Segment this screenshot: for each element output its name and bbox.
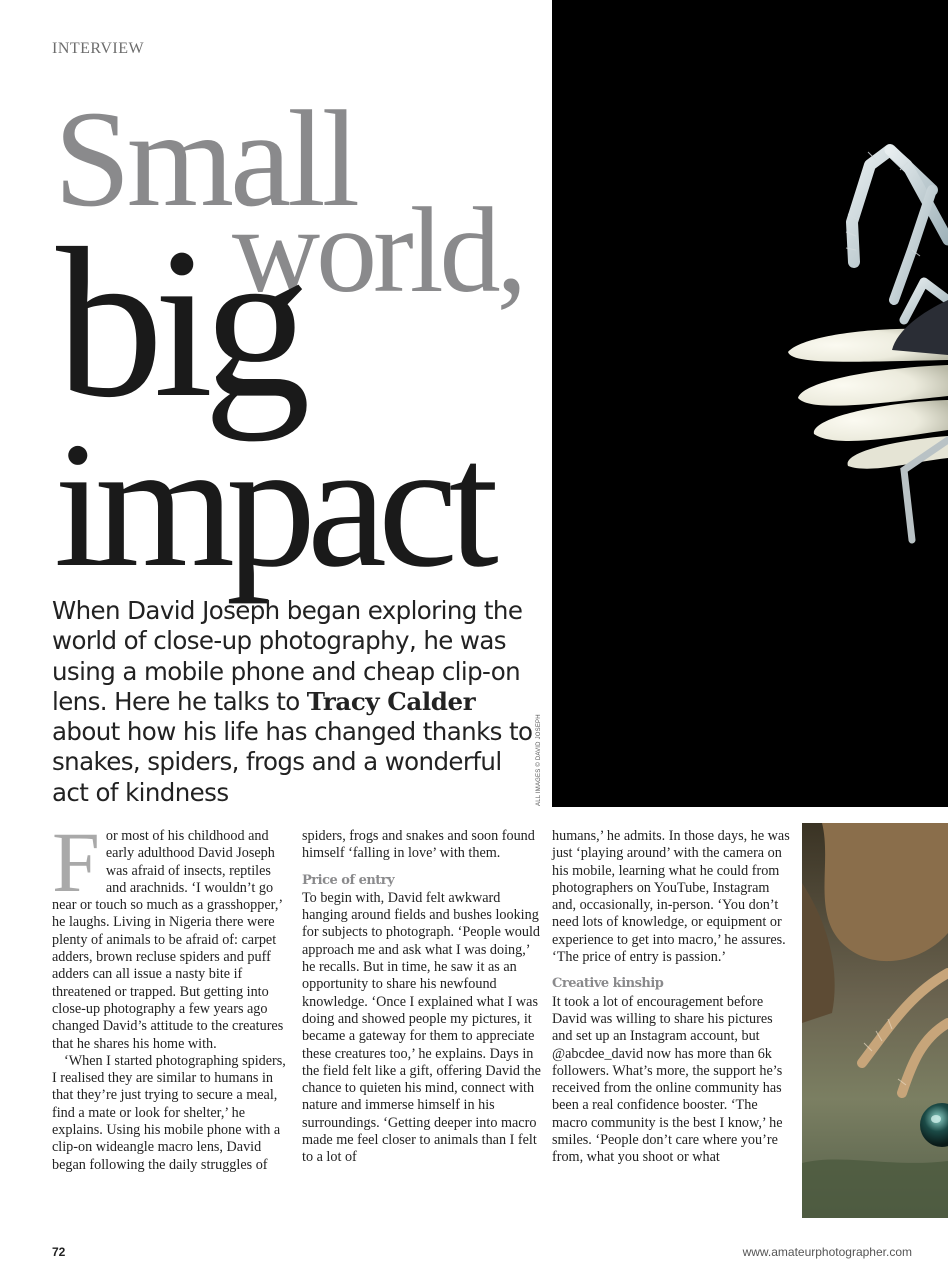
paragraph: It took a lot of encouragement before David was willing to share his pictures and set up an Instagram account, but @abcdee_david now has more than 6k followers. What’s more, the support he’s received from the online community has been a real confidence booster. ‘The macro community is the best I know,’ he smiles. ‘People don’t care where you’re from, what you shoot or what [552,993,783,1166]
headline-world: world, [232,183,524,318]
drop-cap: F [52,814,100,910]
paragraph: ‘When I started photographing spiders, I realised they are similar to humans in that they’re just trying to secure a meal, find a mate or look for shelter,’ he explains. Using his mobile phone with a clip-on wideangle macro lens, David began following the daily struggles of [52,1052,286,1173]
paragraph: To begin with, David felt awkward hanging around fields and bushes looking for subjects to photograph. ‘People would approach me and ask what I was doing,’ he recalls. But in time, he saw it as an opportunity to share his newfound knowledge. ‘Once I explained what I was doing and showed people my pictures, it became a gateway for them to appreciate these creatures too,’ he explains. Days in the field felt like a gift, offering David the chance to quieten his mind, connect with nature and immerse himself in his surroundings. ‘Getting deeper into macro made me feel closer to animals than I felt to a lot of [302,889,541,1166]
body-column-3 [552,828,790,1167]
standfirst-outro: about how his life has changed thanks to snakes, spiders, frogs and a wonderful act of kindness [52,717,533,807]
inset-photo-spider [802,823,948,1218]
subheading-creative-kinship: Creative kinship [552,976,664,992]
spider-flower-illustration [552,0,948,807]
paragraph-text: or most of his childhood and early adulthood David Joseph was afraid of insects, reptiles and arachnids. ‘I wouldn’t go near or touch so much as a grasshopper,’ he laughs. Living in Nigeria there were plenty of animals to be afraid of: carpet adders, brown recluse spiders and puff adders can all issue a nasty bite if threatened or trapped. But getting into close-up photography a few years ago changed David’s attitude to the creatures that he shares his home with. [52,828,284,1052]
photo-credit: ALL IMAGES © DAVID JOSEPH [536,714,542,806]
headline-small: Small [54,82,357,235]
standfirst-intro: When David Joseph began exploring the world of close-up photography, he was using a mobile phone and cheap clip-on lens. Here he talks to [52,596,523,716]
section-label: INTERVIEW [52,40,145,57]
page-number: 72 [52,1245,66,1259]
headline-impact: impact [54,405,490,604]
spider-closeup-illustration [802,823,948,1218]
headline-big: big [56,203,301,442]
paragraph: spiders, frogs and snakes and soon found himself ‘falling in love’ with them. [302,828,535,862]
footer-url[interactable]: www.amateurphotographer.com [742,1245,912,1259]
author-name: Tracy Calder [306,686,476,716]
paragraph [52,814,292,1053]
paragraph: humans,’ he admits. In those days, he was just ‘playing around’ with the camera on his mobile, learning what he could from photographers on YouTube, Instagram and, occasionally, in-person. ‘You don’t need lots of knowledge, or equipment or experience to get into macro,’ he assures. ‘The price of entry is passion.’ [552,828,790,966]
body-column-2 [302,828,542,1167]
hero-photo-spider-on-flower [552,0,948,807]
standfirst [52,596,544,808]
subheading-price-of-entry: Price of entry [302,872,395,888]
body-column-1 [52,814,292,1174]
